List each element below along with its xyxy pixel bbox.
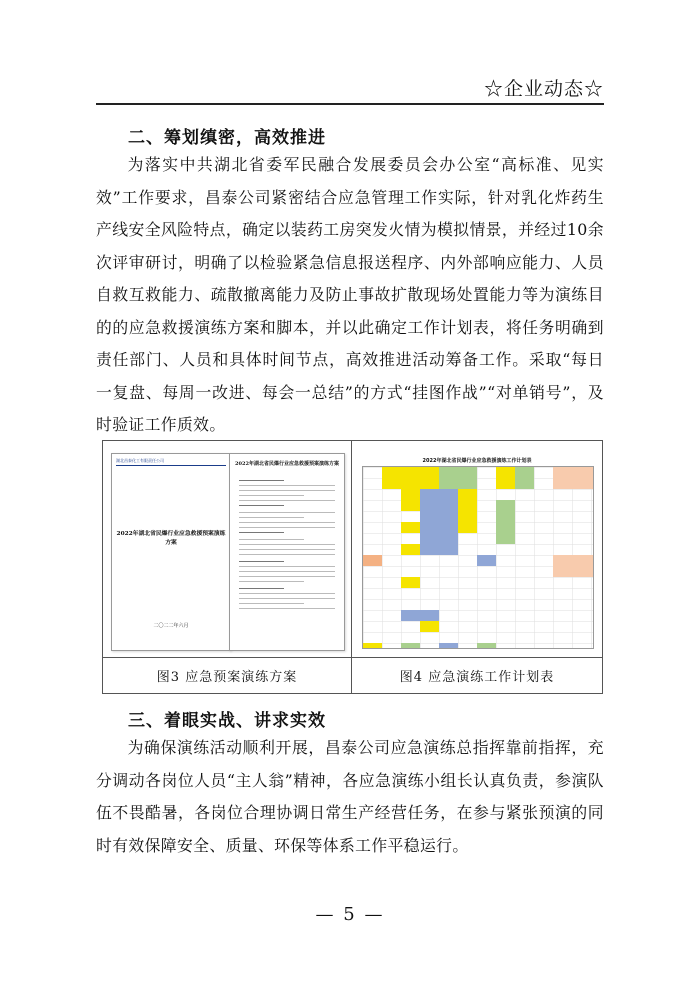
gantt-block xyxy=(420,489,439,555)
doc-text-line xyxy=(239,576,335,577)
gantt-block xyxy=(496,500,515,544)
doc-cover-rule xyxy=(116,465,226,466)
doc-cover-title: 2022年湖北省民爆行业应急救援预案演练方案 xyxy=(116,531,226,546)
doc-text-line xyxy=(239,581,304,582)
gantt-block xyxy=(553,555,593,577)
doc-text-line xyxy=(239,485,335,486)
gantt-block xyxy=(439,467,477,489)
section2-paragraph xyxy=(96,149,604,442)
doc-text-line xyxy=(239,500,335,501)
gantt-block xyxy=(401,489,420,511)
gantt-block xyxy=(363,643,382,648)
gantt-block xyxy=(458,489,477,533)
doc-text-line xyxy=(239,598,335,599)
doc-text-line xyxy=(239,554,335,555)
doc-text-line xyxy=(239,480,284,481)
doc-text-line xyxy=(239,544,335,545)
doc-text-line xyxy=(239,566,335,567)
doc-text-line xyxy=(239,512,335,513)
gantt-block xyxy=(439,489,458,555)
doc-text-line xyxy=(239,517,304,518)
section2-heading: 二、筹划缜密，高效推进 xyxy=(128,128,326,148)
doc-text-line xyxy=(239,608,335,609)
doc-text-line xyxy=(239,522,335,523)
gantt-block xyxy=(382,467,401,489)
gantt-block xyxy=(553,467,593,489)
gantt-block xyxy=(477,555,496,566)
figure-divider-vertical xyxy=(351,441,352,693)
doc-page-title: 2022年湖北省民爆行业应急救援预案演练方案 xyxy=(235,461,339,467)
doc-cover-date: 二〇二二年六月 xyxy=(153,623,189,629)
section3-text: 为确保演练活动顺利开展，昌泰公司应急演练总指挥靠前指挥，充分调动各岗位人员“主人翁”精神，各应急演练小组长认真负责，参演队伍不畏酷暑，各岗位合理协调日常生产经营任务，在参与紧张预演的同时有效保障安全、质量、环保等体系工作平稳运行。 xyxy=(96,738,604,855)
doc-cover-company: 湖北昌泰化工有限责任公司 xyxy=(116,458,164,463)
doc-text-line xyxy=(239,571,335,572)
section3-heading: 三、着眼实战、讲求实效 xyxy=(128,711,326,731)
gantt-block xyxy=(401,467,420,489)
doc-text-line xyxy=(239,588,284,589)
gantt-block xyxy=(363,555,382,566)
gantt-block xyxy=(420,621,439,632)
gantt-block xyxy=(401,643,420,648)
doc-text-line xyxy=(239,603,304,604)
gantt-block xyxy=(496,467,515,489)
gantt-block xyxy=(477,643,496,648)
gantt-block xyxy=(515,467,534,489)
page-number: — 5 — xyxy=(315,904,385,925)
header-rule xyxy=(96,103,604,105)
figure3-caption: 图3 应急预案演练方案 xyxy=(156,670,298,685)
figure-table xyxy=(102,440,603,694)
doc-text-line xyxy=(239,532,284,533)
figure4-image xyxy=(362,457,592,647)
header-title: ☆企业动态☆ xyxy=(483,78,604,100)
doc-text-line xyxy=(239,539,304,540)
section3-paragraph xyxy=(96,732,604,862)
doc-text-line xyxy=(239,490,335,491)
doc-text-line xyxy=(239,527,335,528)
gantt-block xyxy=(439,643,458,648)
doc-content-page xyxy=(229,453,345,651)
gantt-block xyxy=(401,544,420,555)
gantt-block xyxy=(401,577,420,588)
doc-text-line xyxy=(239,549,335,550)
gantt-title: 2022年湖北省民爆行业应急救援演练工作计划表 xyxy=(422,458,532,464)
section2-text: 为落实中共湖北省委军民融合发展委员会办公室“高标准、见实效”工作要求，昌泰公司紧密结合应急管理工作实际，针对乳化炸药生产线安全风险特点，确定以装药工房突发火情为模拟情景，并经过10余次评审研讨，明确了以检验紧急信息报送程序、内外部响应能力、人员自救互救能力、疏散撤离能力及防止事故扩散现场处置能力等为演练目的的应急救援演练方案和脚本，并以此确定工作计划表，将任务明确到责任部门、人员和具体时间节点，高效推进活动筹备工作。采取“每日一复盘、每周一改进、每会一总结”的方式“挂图作战”“对单销号”，及时验证工作质效。 xyxy=(96,155,604,434)
doc-text-line xyxy=(239,505,284,506)
figure3-image xyxy=(111,453,343,649)
doc-cover-page xyxy=(111,453,231,651)
doc-text-line xyxy=(239,495,304,496)
gantt-block xyxy=(420,467,439,489)
doc-text-line xyxy=(239,593,335,594)
gantt-block xyxy=(401,522,420,533)
gantt-grid xyxy=(362,466,594,649)
doc-text-line xyxy=(239,561,284,562)
gantt-block xyxy=(401,610,439,621)
figure-divider-horizontal xyxy=(103,657,602,658)
figure4-caption: 图4 应急演练工作计划表 xyxy=(399,670,555,685)
